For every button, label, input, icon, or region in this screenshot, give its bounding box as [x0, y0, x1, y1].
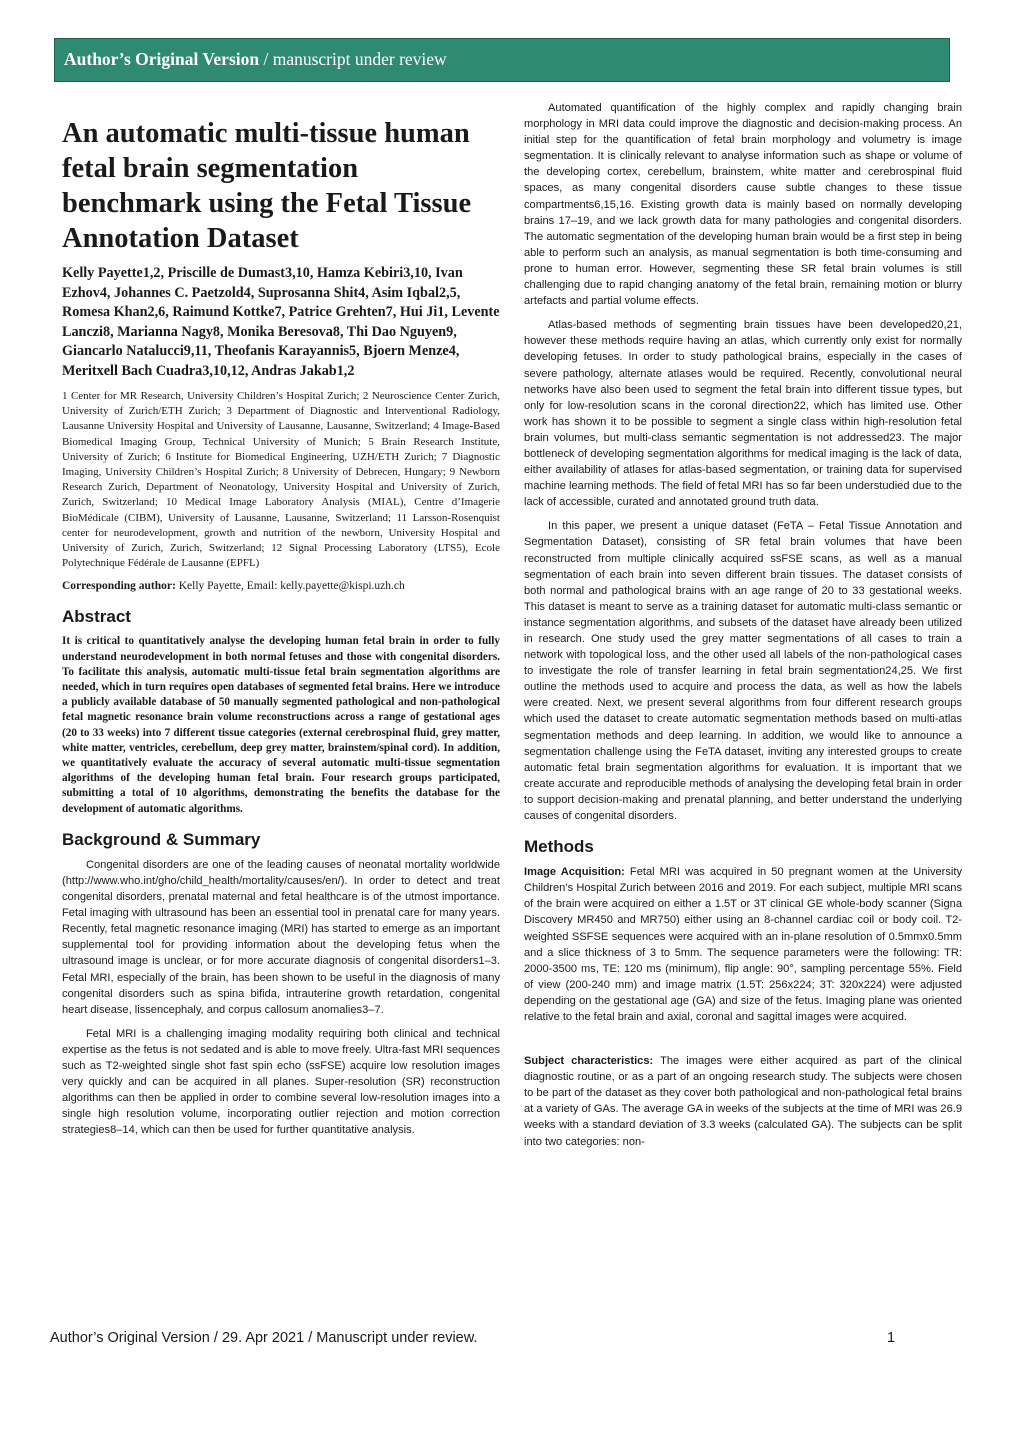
affiliations: 1 Center for MR Research, University Children’s Hospital Zurich; 2 Neuroscience Center Zurich, University of Zurich/ETH Zurich; 3 Department of Diagnostic and Interventional Radiology, Lausanne University Hospital and University of Lausanne, Lausanne, Switzerland; 4 Image-Based Biomedical Imaging Group, Technical University of Munich; 5 Brain Research Institute, University of Zurich; 6 Institute for Biomedical Engineering, UZH/ETH Zurich; 7 Diagnostic Imaging, University Children’s Hospital Zurich; 8 University of Debrecen, Hungary; 9 Newborn Research Zurich, Department of Neonatology, University Hospital and University of Zurich, Zurich, Switzerland; 10 Medical Image Laboratory Analysis (MIAL), Centre d’Imagerie BioMédicale (CIBM), University of Lausanne, Lausanne, Switzerland; 11 Larsson-Rosenquist center for neurodevelopment, growth and nutrition of the newborn, University Hospital and University of Zurich, Zurich, Switzerland; 12 Signal Processing Laboratory (LTS5), Ecole Polytechnique Fédérale de Lausanne (EPFL): [62, 390, 500, 570]
subject-characteristics-text: The images were either acquired as part of the clinical diagnostic routine, or as a part of an ongoing research study. The subjects were chosen to be part of the dataset as they cover both pathological and non-pathological fetal brains at a variety of GAs. The average GA in weeks of the subjects at the time of MRI was 26.9 weeks with a standard deviation of 3.3 weeks (calculated GA). The subjects can be split into two categories: non-: [524, 1055, 962, 1148]
header-banner: [54, 38, 950, 82]
subject-characteristics-paragraph: [524, 1053, 962, 1150]
author-list: Kelly Payette1,2, Priscille de Dumast3,10, Hamza Kebiri3,10, Ivan Ezhov4, Johannes C. Paetzold4, Suprosanna Shit4, Asim Iqbal2,5, Romesa Khan2,6, Raimund Kottke7, Patrice Grehten7, Hui Ji1, Levente Lanczi8, Marianna Nagy8, Monika Beresova8, Thi Dao Nguyen9, Giancarlo Natalucci9,11, Theofanis Karayannis5, Bjoern Menze4, Meritxell Bach Cuadra3,10,12, Andras Jakab1,2: [62, 265, 500, 379]
corresponding-text: Kelly Payette, Email: kelly.payette@kispi.uzh.ch: [175, 580, 405, 593]
corresponding-label: Corresponding author:: [62, 580, 176, 593]
background-paragraph-3: Automated quantification of the highly complex and rapidly changing brain morphology in MRI data could improve the diagnostic and decision-making process. An initial step for the quantification of fetal brain morphology and volumetry is image segmentation. It is clinically relevant to analyse information such as shape or volume of the developing cortex, cerebellum, brainstem, white matter and cerebrospinal fluid spaces, as many congenital disorders cause subtle changes to these tissue compartments6,15,16. Existing growth data is mainly based on normally developing brains 17–19, and we lack growth data for many pathologies and congenital disorders. The automatic segmentation of the developing human brain would be a first step in being able to perform such an analysis, as manual segmentation is both time-consuming and prone to human error. However, segmenting these SR fetal brain volumes is still challenging due to rapid changing anatomy of the fetal brain, remaining motion or blurry artefacts and partial volume effects.: [524, 102, 962, 308]
image-acquisition-text: Fetal MRI was acquired in 50 pregnant women at the University Children’s Hospital Zurich between 2016 and 2019. For each subject, multiple MRI scans of the brain were acquired on either a 1.5T or 3T clinical GE whole-body scanner (Signa Discovery MR450 and MR750) either using an 8-channel cardiac coil or body coil. T2-weighted SSFSE sequences were acquired with an in-plane resolution of 0.5mmx0.5mm and a slice thickness of 3 to 5mm. The sequence parameters were the following: TR: 2000-3500 ms, TE: 120 ms (minimum), flip angle: 90°, sampling percentage 55%. Field of view (200-240 mm) and image matrix (1.5T: 256x224; 3T: 320x224) were adjusted depending on the gestational age (GA) and size of the fetus. Imaging plane was oriented relative to the fetal brain and axial, coronal and sagittal images were acquired.: [524, 866, 963, 1023]
banner-bold: Author’s Original Version: [64, 49, 260, 69]
background-heading: Background & Summary: [62, 829, 261, 849]
background-paragraph-4: Atlas-based methods of segmenting brain tissues have been developed20,21, however these methods require having an atlas, which currently only exist for normally developing fetuses. In order to study pathological brains, especially in the cases of severe pathology, alternate atlases would be required. Recently, convolutional neural networks have also been used to segment the fetal brain into different tissue types, but only for low-resolution scans in the coronal direction22, which has limited use. Other work has shown it to be possible to segment a single class within high-resolution fetal brain volumes, but multi-class semantic segmentation is not addressed23. The major bottleneck of developing segmentation algorithms for medical imaging is the lack of data, either availability of atlases for atlas-based segmentation, or training data for supervised machine learning methods. The field of fetal MRI has so far been understudied due to the lack of accessible, curated and annotated ground truth data.: [524, 319, 962, 509]
background-paragraph-5: In this paper, we present a unique dataset (FeTA – Fetal Tissue Annotation and Segmentation Dataset), consisting of SR fetal brain volumes that have been reconstructed from multiple clinically acquired ssFSE scans, as well as a manual segmentation of each brain into seven different brain tissues. The dataset consists of both normal and pathological brains with an age range of 20 to 33 gestational weeks. This dataset is meant to serve as a training dataset for automatic multi-class semantic or instance segmentation algorithms, and subsets of the dataset have already been utilized in research. One study used the grey matter segmentations of all cases to train a network with topological loss, and the other used all labels of the non-pathological cases to investigate the role of transfer learning in fetal brain segmentation24,25. We first outline the methods used to acquire and process the data, as well as how the labels were created. Next, we present several algorithms from four different research groups which used the dataset to create automatic segmentation methods based on multi-atlas segmentation methods and deep learning. In addition, we would like to announce a segmentation challenge using the FeTA dataset, inviting any interested groups to create automatic fetal brain segmentation algorithms for evaluation. It is important that we create accurate and reproducible methods of analysing the developing fetal brain in order to support decision-making and prenatal planning, and better understand the underlying causes of congenital disorders.: [524, 520, 962, 823]
paper-title: An automatic multi-tissue human fetal brain segmentation benchmark using the Fetal Tissue Annotation Dataset: [62, 118, 472, 254]
image-acquisition-label: Image Acquisition:: [524, 866, 625, 879]
abstract-heading: Abstract: [62, 607, 131, 627]
image-acquisition-paragraph: [524, 864, 962, 1025]
page-footer: Author’s Original Version / 29. Apr 2021 / Manuscript under review.: [50, 1330, 478, 1346]
methods-heading: Methods: [524, 837, 594, 857]
background-paragraph-2: Fetal MRI is a challenging imaging modality requiring both clinical and technical expertise as the fetus is not sedated and is able to move freely. Ultra-fast MRI sequences such as T2-weighted single shot fast spin echo (ssFSE) acquire low resolution images very quickly and can be acquired in all planes. Super-resolution (SR) reconstruction algorithms can then be applied in order to combine several low-resolution images into a single high resolution volume, incorporating outlier rejection and motion correction strategies8–14, which can then be used for further quantitative analysis.: [62, 1027, 500, 1137]
banner-text: [64, 49, 447, 70]
background-paragraph-1: Congenital disorders are one of the leading causes of neonatal mortality worldwide (http://www.who.int/gho/child_health/mortality/causes/en/). In order to detect and treat congenital disorders, prenatal maternal and fetal healthcare is of the utmost importance. Fetal imaging with ultrasound has been an essential tool in prenatal care for many years. Recently, fetal magnetic resonance imaging (MRI) has started to emerge as an important supplemental tool for providing information about the developing fetus when the ultrasound image is unclear, or for more accurate diagnosis of congenital disorders1–3. Fetal MRI, especially of the brain, has been shown to be useful in the diagnosis of many congenital disorders such as spina bifida, intrauterine growth retardation, congenital heart disease, lissencephaly, and corpus callosum anomalies3–7.: [62, 858, 500, 1016]
right-column: [524, 100, 962, 1158]
corresponding-author: [62, 579, 500, 594]
page-number: 1: [887, 1330, 896, 1346]
banner-rest: / manuscript under review: [259, 49, 447, 69]
subject-characteristics-label: Subject characteristics:: [524, 1055, 654, 1068]
left-column: [62, 100, 500, 1146]
abstract-text: It is critical to quantitatively analyse the developing human fetal brain in order to fully understand neurodevelopment in both normal fetuses and those with congenital disorders. To facilitate this analysis, automatic multi-tissue fetal brain segmentation algorithms are needed, which in turn requires open databases of segmented fetal brains. Here we introduce a publicly available database of 50 manually segmented pathological and non-pathological fetal magnetic resonance brain volume reconstructions across a range of gestational ages (20 to 33 weeks) into 7 different tissue categories (external cerebrospinal fluid, grey matter, white matter, ventricles, cerebellum, deep grey matter, brainstem/spinal cord). In addition, we quantitatively evaluate the accuracy of several automatic multi-tissue segmentation algorithms of the developing human fetal brain. Four research groups participated, submitting a total of 10 algorithms, demonstrating the benefits the database for the development of automatic algorithms.: [62, 635, 500, 815]
